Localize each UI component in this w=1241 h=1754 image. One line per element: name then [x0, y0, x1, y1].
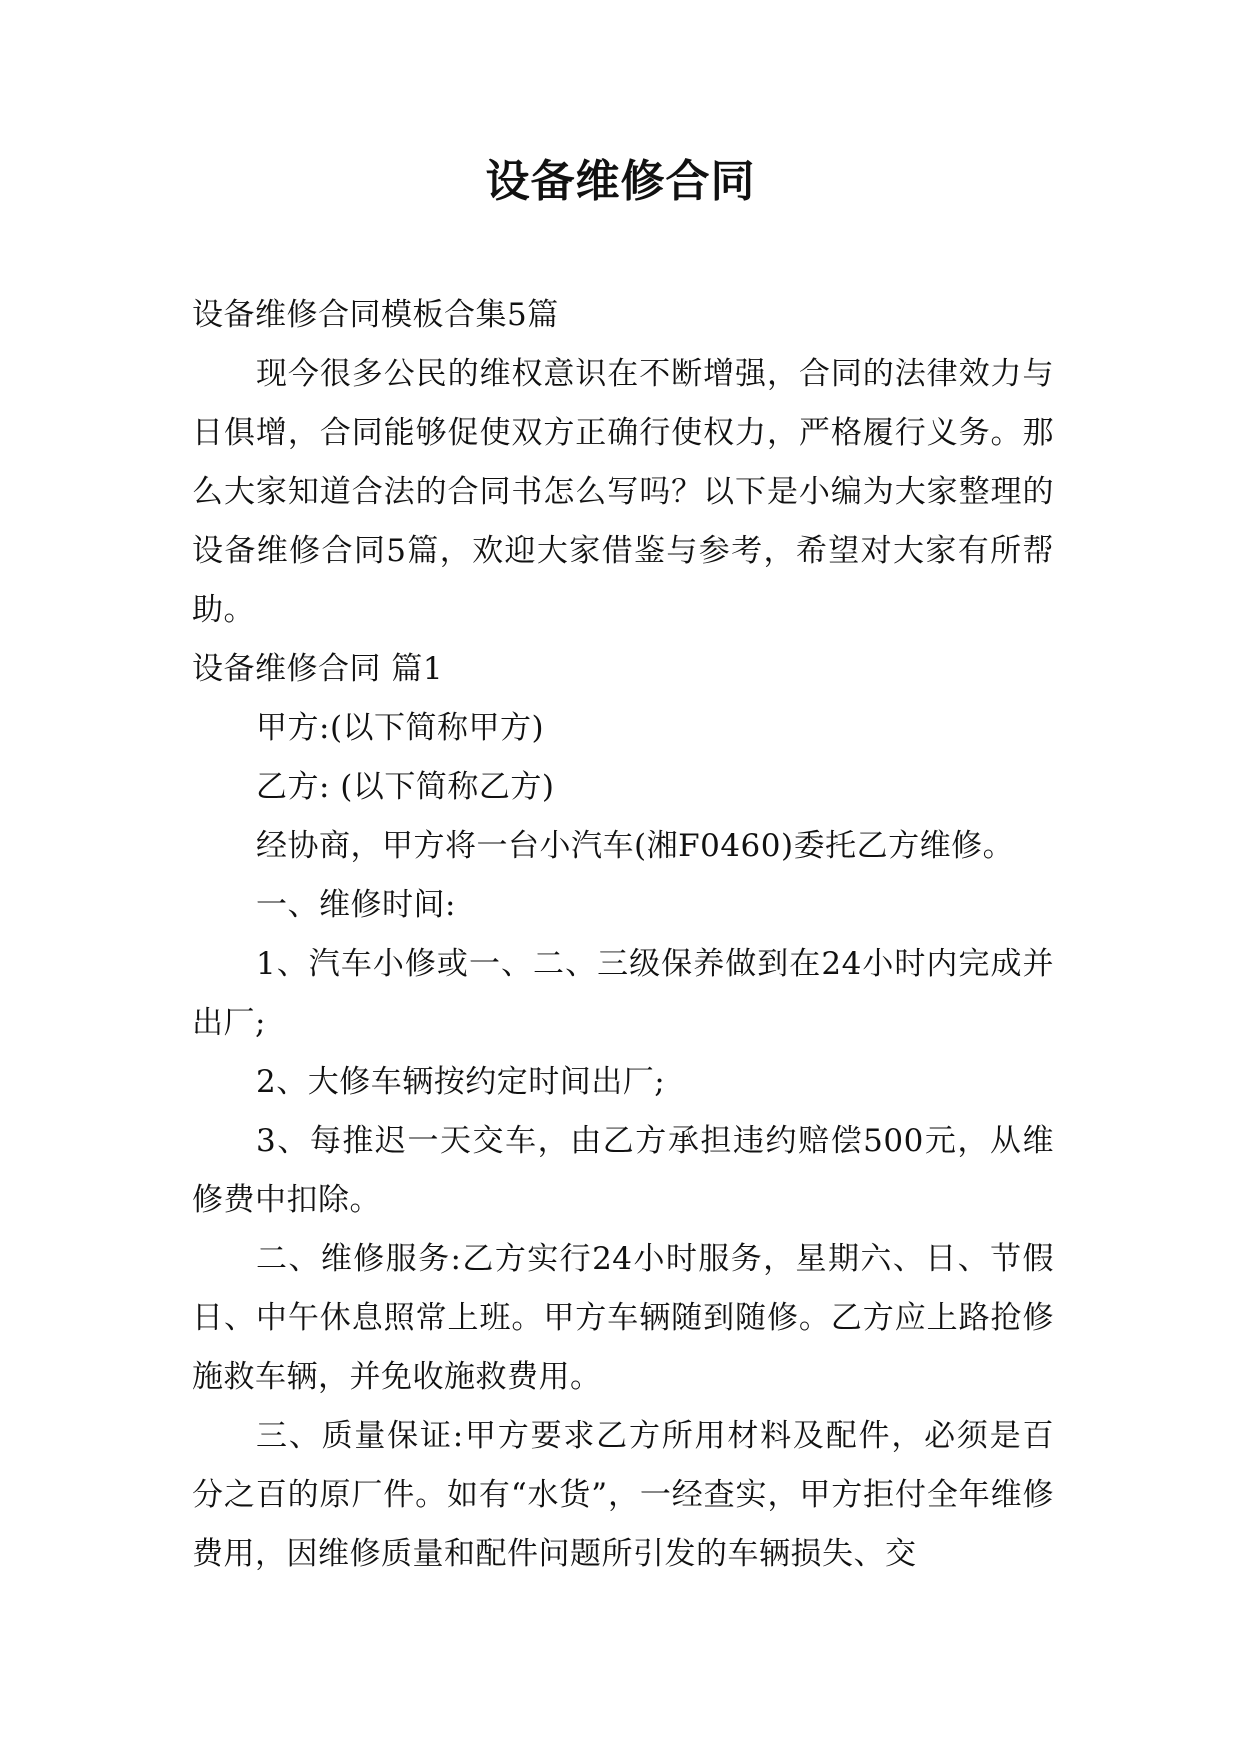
clause-item-2: 2、大修车辆按约定时间出厂; [256, 1064, 666, 1100]
clause-item-1: 1、汽车小修或一、二、三级保养做到在24小时内完成并出厂; [192, 946, 1054, 1041]
document-body [192, 286, 1054, 1584]
party-b-line: 乙方: (以下简称乙方) [256, 769, 555, 805]
subtitle-line: 设备维修合同模板合集5篇 [192, 297, 559, 333]
intro-paragraph: 现今很多公民的维权意识在不断增强，合同的法律效力与日俱增，合同能够促使双方正确行使权力，严格履行义务。那么大家知道合法的合同书怎么写吗？以下是小编为大家整理的设备维修合同5篇，欢迎大家借鉴与参考，希望对大家有所帮助。 [192, 356, 1054, 628]
clause-item-3: 3、每推迟一天交车，由乙方承担违约赔偿500元，从维修费中扣除。 [192, 1123, 1054, 1218]
clause-quality-guarantee: 三、质量保证:甲方要求乙方所用材料及配件，必须是百分之百的原厂件。如有“水货”，一经查实，甲方拒付全年维修费用，因维修质量和配件问题所引发的车辆损失、交 [192, 1418, 1054, 1572]
party-a-line: 甲方:(以下简称甲方) [256, 710, 545, 746]
section-heading: 设备维修合同 篇1 [192, 651, 444, 687]
clause-maintenance-service: 二、维修服务:乙方实行24小时服务，星期六、日、节假日、中午休息照常上班。甲方车辆随到随修。乙方应上路抢修施救车辆，并免收施救费用。 [192, 1241, 1054, 1395]
document-title: 设备维修合同 [485, 156, 756, 207]
clause-heading-maintenance-time: 一、维修时间: [256, 887, 456, 923]
agreement-line: 经协商，甲方将一台小汽车(湘F0460)委托乙方维修。 [256, 828, 1015, 864]
